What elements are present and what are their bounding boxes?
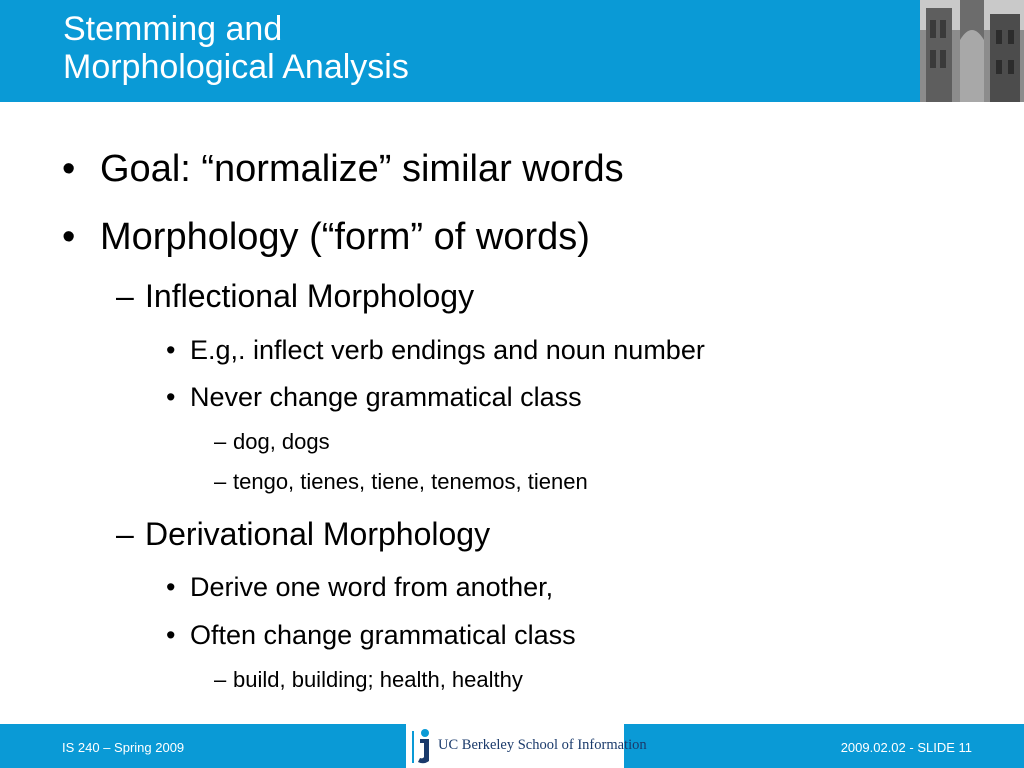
example-dog xyxy=(214,429,330,455)
example-build xyxy=(214,667,523,693)
slide-header xyxy=(0,0,1024,102)
school-logo xyxy=(406,724,647,768)
bullet-marker: • xyxy=(62,216,76,258)
header-divider xyxy=(0,102,1024,104)
school-logo-text: UC Berkeley School of Information xyxy=(438,737,647,753)
bullet-marker: • xyxy=(62,148,76,190)
bullet-marker: • xyxy=(166,572,176,602)
dash-marker: – xyxy=(214,429,227,454)
bullet-text: build, building; health, healthy xyxy=(233,667,523,692)
slide-footer xyxy=(0,724,1024,768)
dash-marker: – xyxy=(214,667,227,692)
dash-marker: – xyxy=(116,516,134,552)
sub-sub-bullet-derive xyxy=(166,572,553,603)
bullet-text: tengo, tienes, tiene, tenemos, tienen xyxy=(233,469,588,494)
bullet-text: dog, dogs xyxy=(233,429,330,454)
bullet-text: Derive one word from another, xyxy=(190,572,554,602)
slide-title-line-2: Morphological Analysis xyxy=(63,48,409,86)
bullet-marker: • xyxy=(166,335,176,365)
header-building-photo xyxy=(920,0,1024,102)
slide-title-line-1: Stemming and xyxy=(63,10,283,48)
bullet-morphology xyxy=(62,216,590,259)
footer-slide-number: 2009.02.02 - SLIDE 11 xyxy=(840,740,972,755)
bullet-text: E.g,. inflect verb endings and noun number xyxy=(190,335,705,365)
sub-bullet-derivational xyxy=(116,516,490,553)
bullet-text: Derivational Morphology xyxy=(145,516,491,552)
bullet-text: Inflectional Morphology xyxy=(145,278,475,314)
dash-marker: – xyxy=(214,469,227,494)
building-photo-graphic xyxy=(920,0,1024,102)
sub-sub-bullet-inflect-endings xyxy=(166,335,705,366)
sub-sub-bullet-never-change xyxy=(166,382,582,413)
bullet-text: Never change grammatical class xyxy=(190,382,582,412)
sub-sub-bullet-often-change xyxy=(166,620,576,651)
school-logo-icon xyxy=(410,727,436,765)
sub-bullet-inflectional xyxy=(116,278,474,315)
example-tengo xyxy=(214,469,588,495)
bullet-goal xyxy=(62,148,624,191)
bullet-text: Often change grammatical class xyxy=(190,620,576,650)
bullet-text: Morphology (“form” of words) xyxy=(100,216,590,258)
bullet-marker: • xyxy=(166,382,176,412)
slide-title xyxy=(63,10,409,86)
bullet-marker: • xyxy=(166,620,176,650)
dash-marker: – xyxy=(116,278,134,314)
bullet-text: Goal: “normalize” similar words xyxy=(100,148,624,190)
footer-course-label: IS 240 – Spring 2009 xyxy=(62,740,185,755)
